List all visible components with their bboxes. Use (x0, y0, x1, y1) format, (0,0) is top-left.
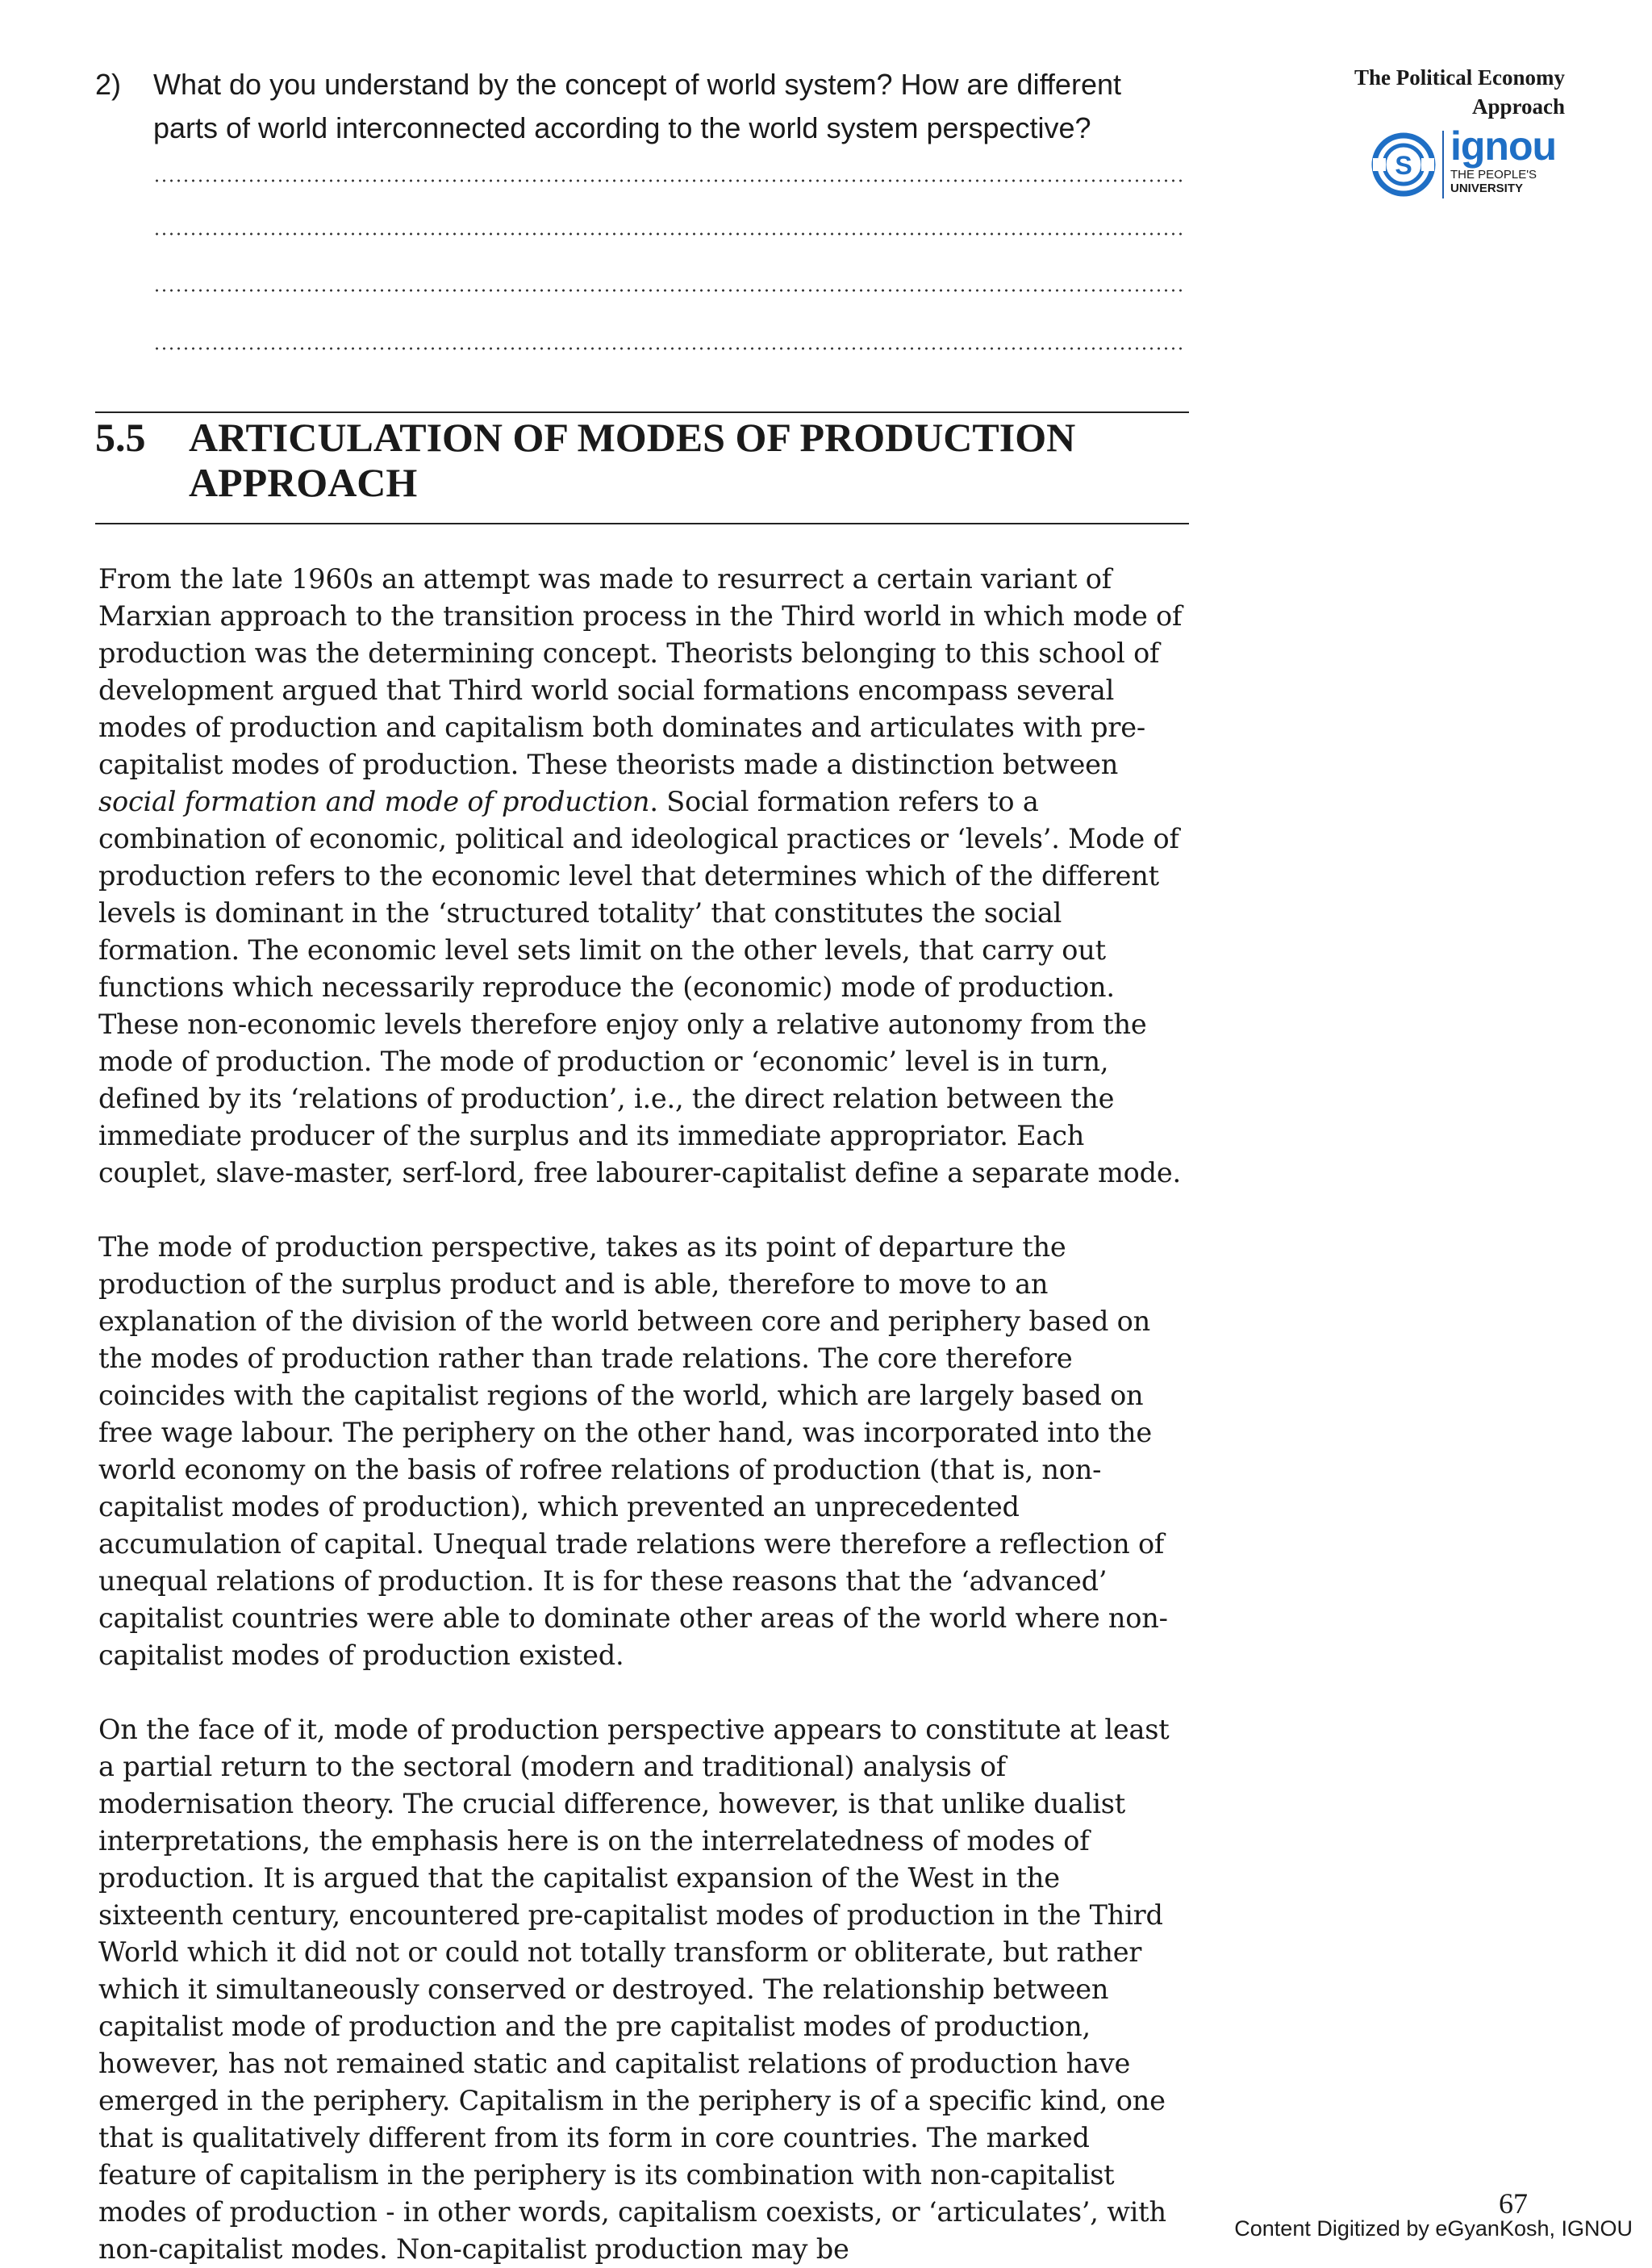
logo-tag1: THE PEOPLE'S (1450, 168, 1537, 182)
footer-credit: Content Digitized by eGyanKosh, IGNOU (1234, 2216, 1633, 2241)
paragraph-1-part-b: . Social formation refers to a combination of economic, political and ideological practices or ‘levels’. Mode of production refers to the economic level that determines which of the different levels is dominant in the ‘structured totality’ that constitutes the social formation. The economic level sets limit on the other levels, that carry out functions which necessarily reproduce the (economic) mode of production. These non-economic levels therefore enjoy only a relative autonomy from the mode of production. The mode of production or ‘economic’ level is in turn, defined by its ‘relations of production’, i.e., the direct relation between the immediate producer of the surplus and its immediate appropriator. Each couplet, slave-master, serf-lord, free labourer-capitalist define a separate mode. (98, 786, 1181, 1188)
paragraph-2: The mode of production perspective, takes as its point of departure the production of the surplus product and is able, therefore to move to an explanation of the division of the world between core and periphery based on the modes of production rather than trade relations. The core therefore coincides with the capitalist regions of the world, which are largely based on free wage labour. The periphery on the other hand, was incorporated into the world economy on the basis of rofree relations of production (that is, non-capitalist modes of production), which prevented an unprecedented accumulation of capital. Unequal trade relations were therefore a reflection of unequal relations of production. It is for these reasons that the ‘advanced’ capitalist countries were able to dominate other areas of the world where non-capitalist modes of production existed. (98, 1231, 1168, 1671)
logo-brand: ignou (1450, 123, 1557, 169)
page-number: 67 (1499, 2187, 1528, 2220)
question-block (95, 63, 1184, 150)
ignou-logo (1371, 123, 1565, 200)
answer-line (153, 289, 1186, 292)
section-title: ARTICULATION OF MODES OF PRODUCTION APPROACH (189, 415, 1076, 505)
svg-text:S: S (1395, 151, 1412, 180)
section-rule-bottom (95, 523, 1189, 524)
running-header-line2: Approach (1471, 94, 1565, 119)
paragraph-1-emphasis: social formation and mode of production (98, 786, 650, 817)
logo-divider (1442, 131, 1444, 198)
paragraph-1 (98, 561, 1191, 1192)
running-header-line1: The Political Economy (1354, 65, 1565, 90)
section-number: 5.5 (95, 415, 146, 460)
paragraph-1-part-a: From the late 1960s an attempt was made to resurrect a certain variant of Marxian approach to the transition process in the Third world in which mode of production was the determining concept. Theorists belonging to this school of development argued that Third world social formations encompass several modes of production and capitalism both dominates and articulates with pre-capitalist modes of production. These theorists made a distinction between (98, 563, 1183, 780)
logo-tagline (1450, 168, 1571, 195)
section-heading (95, 415, 1189, 505)
paragraph-3: On the face of it, mode of production perspective appears to constitute at least a partial return to the sectoral (modern and traditional) analysis of modernisation theory. The crucial difference, however, is that unlike dualist interpretations, the emphasis here is on the interrelatedness of modes of production. It is argued that the capitalist expansion of the West in the sixteenth century, encountered pre-capitalist modes of production in the Third World which it did not or could not totally transform or obliterate, but rather which it simultaneously conserved or destroyed. The relationship between capitalist mode of production and the pre capitalist modes of production, however, has not remained static and capitalist relations of production have emerged in the periphery. Capitalism in the periphery is of a specific kind, one that is qualitatively different from its form in core countries. The marked feature of capitalism in the periphery is its combination with non-capitalist modes of production - in other words, capitalism coexists, or ‘articulates’, with non-capitalist modes. Non-capitalist production may be (98, 1714, 1170, 2265)
logo-tag2: UNIVERSITY (1450, 182, 1524, 195)
answer-line (153, 179, 1186, 182)
answer-line (153, 232, 1186, 236)
ignou-emblem-icon (1371, 132, 1436, 197)
question-text: What do you understand by the concept of world system? How are different parts of world interconnected according to the world system perspective? (153, 68, 1121, 144)
section-rule-top (95, 411, 1189, 413)
running-header (1283, 63, 1565, 121)
answer-line (153, 347, 1186, 350)
question-number: 2) (95, 68, 122, 101)
body-text (98, 561, 1191, 2268)
